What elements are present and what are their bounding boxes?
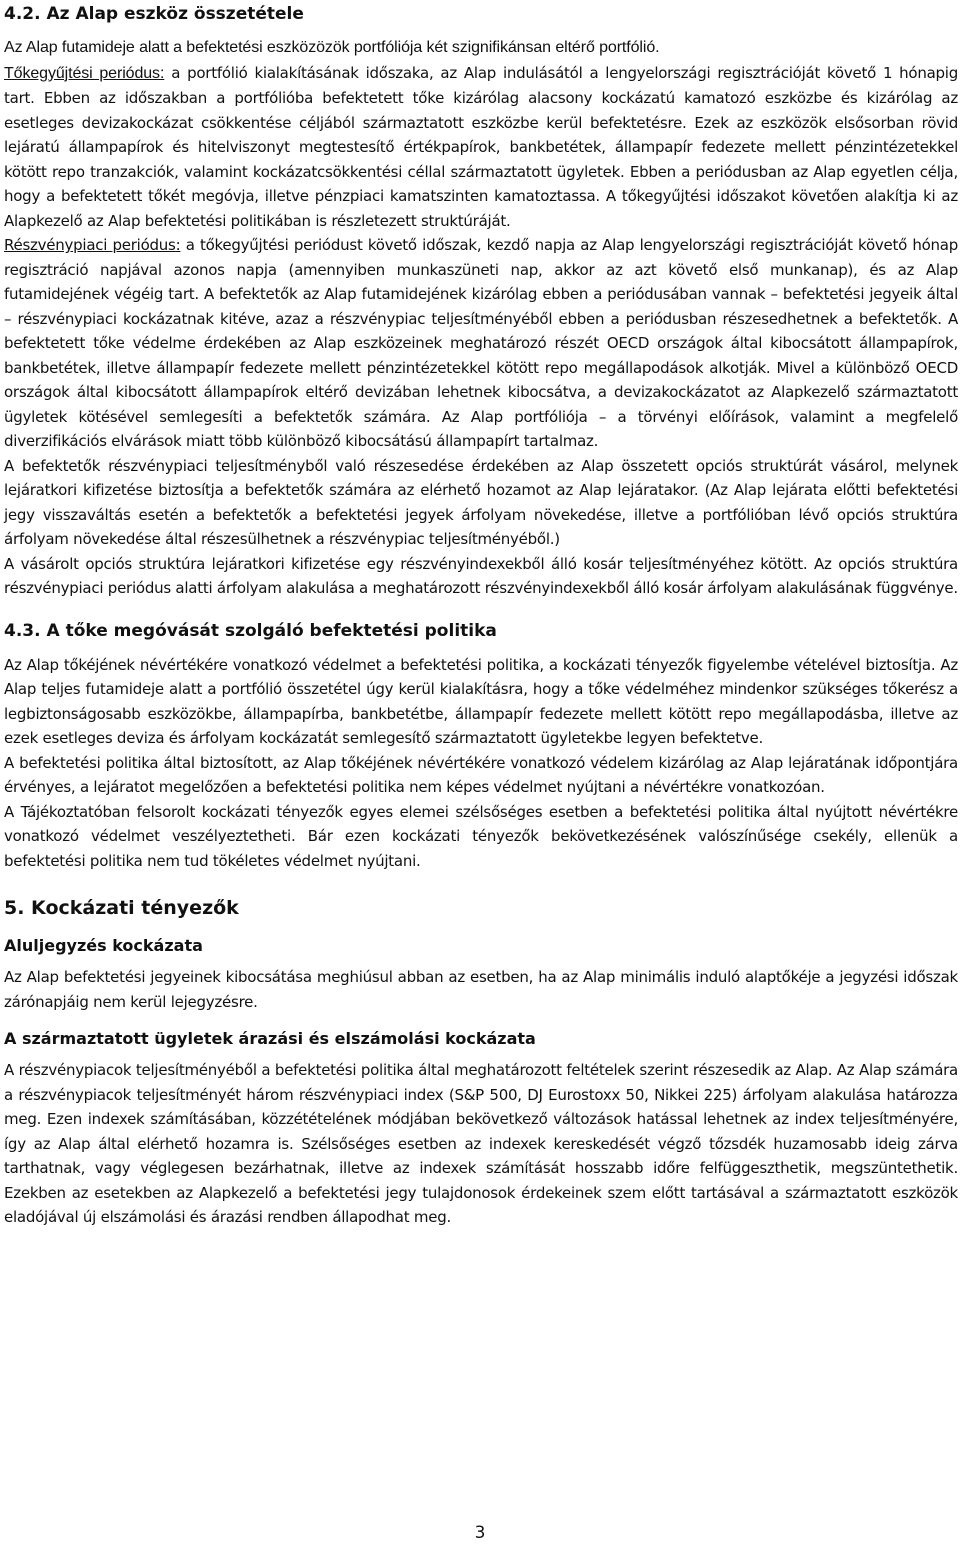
risk-derivatives-title: A származtatott ügyletek árazási és elszámolási kockázata	[4, 1029, 536, 1048]
page-content	[4, 0, 958, 1230]
page-number: 3	[474, 1523, 486, 1543]
capital-protection-paragraph-1: Az Alap tőkéjének névértékére vonatkozó védelmet a befektetési politika, a kockázati tényezők figyelembe vételével biztosítja. Az Alap teljes futamideje alatt a portfólió összetétel úgy kerül kialakításra, hogy a tőke védelméhez mindenkor szükséges tőkerész a legbiztonságosabb eszközökbe, állampapírba, bankbetétbe, állampapír fedezete mellett kötött repo megállapodásba, illetve az ezek esetleges deviza és árfolyam kockázatát semlegesítő származtatott ügyletekbe legyen befektetve.	[4, 655, 958, 747]
option-structure-paragraph: A befektetők részvénypiaci teljesítményből való részesedése érdekében az Alap összetett opciós struktúrát vásárol, melynek lejáratkori kifizetése biztosítja a befektetők számára az elérhető hozamot az Alap lejáratakor. (Az Alap lejárata előtti befektetési jegy visszaváltás esetén a befektetők a befektetési jegyek árfolyam növekedése, illetve a portfólióban lévő opciós struktúra árfolyam növekedése által részesülhetnek a részvénypiac teljesítményéből.)	[4, 456, 958, 548]
risk-undersubscription-title: Aluljegyzés kockázata	[4, 936, 203, 955]
section-4-3-title: 4.3. A tőke megóvását szolgáló befektetési politika	[4, 620, 497, 641]
risk-undersubscription-text: Az Alap befektetési jegyeinek kibocsátása meghiúsul abban az esetben, ha az Alap minimális induló alaptőkéje a jegyzési időszak zárónapjáig nem kerül lejegyzésre.	[4, 968, 958, 1011]
basket-paragraph: A vásárolt opciós struktúra lejáratkori kifizetése egy részvényindexekből álló kosár teljesítményéhez kötött. Az opciós struktúra részvénypiaci periódus alatti árfolyam alakulása a meghatározott részvényindexekből álló kosár árfolyam alakulásának függvénye.	[4, 554, 958, 597]
section-5-title: 5. Kockázati tényezők	[4, 897, 239, 919]
capital-protection-paragraph-3: A Tájékoztatóban felsorolt kockázati tényezők egyes elemei szélsőséges esetben a befektetési politika által nyújtott névértékre vonatkozó védelmet veszélyeztetheti. Bár ezen kockázati tényezők bekövetkezésének valószínűsége csekély, ellenük a befektetési politika nem tud tökéletes védelmet nyújtani.	[4, 802, 958, 870]
capital-raising-period-paragraph	[4, 61, 958, 234]
equity-market-period-term: Részvénypiaci periódus:	[4, 236, 181, 254]
section-4-2-intro: Az Alap futamideje alatt a befektetési eszközözök portfóliója két szignifikánsan eltérő portfólió.	[4, 39, 660, 56]
capital-raising-period-term: Tőkegyűjtési periódus:	[4, 64, 165, 82]
capital-raising-period-text: a portfólió kialakításának időszaka, az Alap indulásától a lengyelországi regisztrációját követő 1 hónapig tart. Ebben az időszakban a portfólióba befektetett tőke kizárólag alacsony kockázatú kamatozó eszközbe és kizárólag az esetleges devizakockázat csökkentése céljából származtatott eszközbe kerül befektetésre. Ezek az eszközök elsősorban rövid lejáratú állampapírok és hitelviszonyt megtestesítő értékpapírok, bankbetétek, állampapír fedezete mellett pénzintézetekkel kötött repo tranzakciók, valamint kockázatcsökkentési céllal származtatott ügyletek. Ebben a periódusban az Alap egyetlen célja, hogy a befektetett tőkét megóvja, illetve pénzpiaci kamatszinten kamatoztassa. A tőkegyűjtési időszakot követően alakítja ki az Alapkezelő az Alap befektetési politikában is részletezett struktúráját.	[4, 63, 958, 230]
capital-protection-paragraph-2: A befektetési politika által biztosított, az Alap tőkéjének névértékére vonatkozó védelem kizárólag az Alap lejáratának időpontjára érvényes, a lejáratot megelőzően a befektetési politika nem képes védelmet nyújtani a névértékre vonatkozóan.	[4, 753, 958, 796]
equity-market-period-paragraph	[4, 233, 958, 454]
risk-derivatives-text: A részvénypiacok teljesítményéből a befektetési politika által meghatározott feltételek szerint részesedik az Alap. Az Alap számára a részvénypiacok teljesítményét három részvénypiaci index (S&P 500, DJ Eurostoxx 50, Nikkei 225) árfolyam alakulása határozza meg. Ezen indexek számításában, közzétételének módjában bekövetkező változások hatással lehetnek az index teljesítményére, így az Alap által elérhető hozamra is. Szélsőséges esetben az indexek kereskedését végző tőzsdék huzamosabb ideig zárva tarthatnak, vagy véglegesen bezárhatnak, illetve az indexek számítását hosszabb időre felfüggeszthetik, megszüntethetik. Ezekben az esetekben az Alapkezelő a befektetési jegy tulajdonosok érdekeinek szem előtt tartásával a származtatott eszközök eladójával új elszámolási és árazási rendben állapodhat meg.	[4, 1061, 958, 1226]
equity-market-period-text: a tőkegyűjtési periódust követő időszak, kezdő napja az Alap lengyelországi regisztrációját követő hónap regisztráció napjával azonos napja (amennyiben munkaszüneti nap, akkor az azt követő első munkanap), és az Alap futamidejének végéig tart. A befektetők az Alap futamidejének kizárólag ebben a periódusában vannak – befektetési jegyeik által – részvénypiaci kockázatnak kitéve, azaz a részvénypiac teljesítményéből ebben a periódusban részesedhetnek a befektetők. A befektetett tőke védelme érdekében az Alap eszközeinek meghatározó részét OECD országok által kibocsátott állampapírok, bankbetétek, illetve állampapír fedezete mellett pénzintézetekkel kötött repo megállapodások alkotják. Mivel a különböző OECD országok által kibocsátott állampapírok eltérő devizában lehetnek kibocsátva, a devizakockázatot az Alapkezelő származtatott ügyletek kötésével semlegesíti a befektetők számára. Az Alap portfóliója – a törvényi előírások, valamint a megfelelő diverzifikációs elvárások miatt több különböző kibocsátású állampapírt tartalmaz.	[4, 236, 958, 450]
section-4-2-title: 4.2. Az Alap eszköz összetétele	[4, 4, 304, 24]
